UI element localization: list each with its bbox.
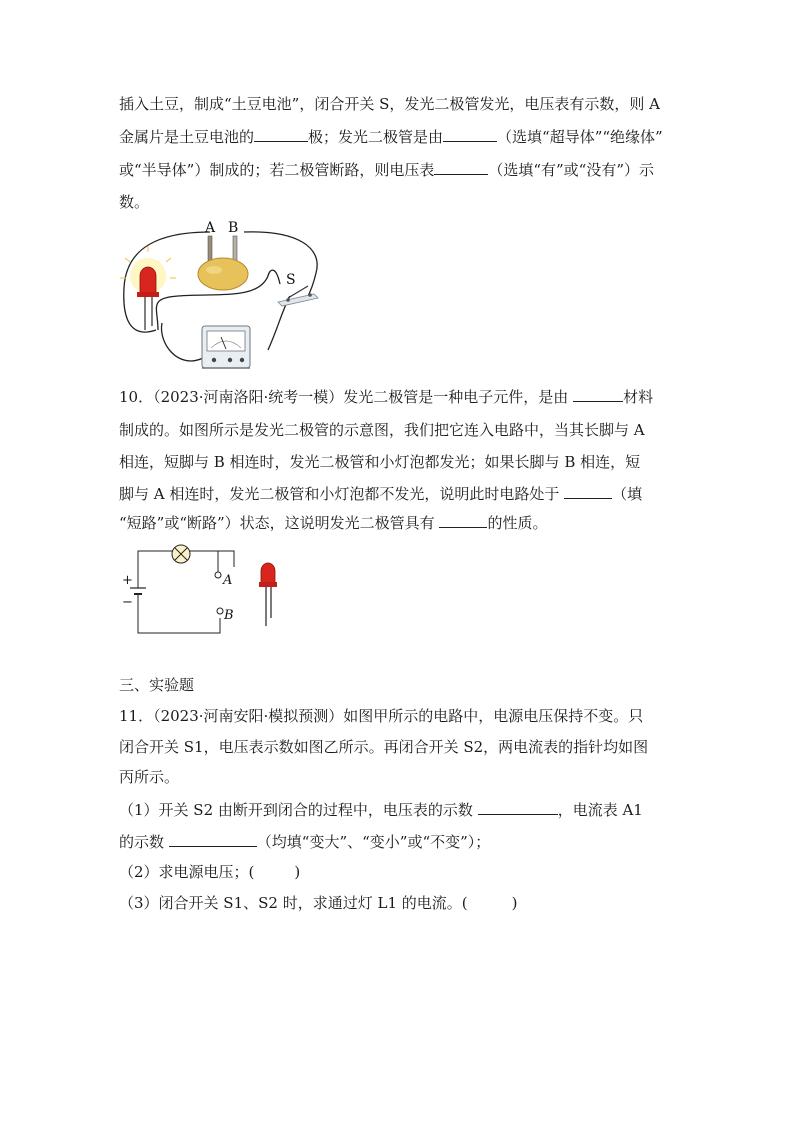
answer-blank[interactable] bbox=[478, 800, 558, 815]
led-body bbox=[261, 563, 275, 584]
q11-part-2-a: （2）求电源电压；( bbox=[119, 863, 255, 881]
q11-part-2 bbox=[119, 862, 300, 882]
q9-line-2-b: 极；发光二极管是由 bbox=[308, 128, 444, 146]
q10-line-2: 制成的。如图所示是发光二极管的示意图，我们把它连入电路中，当其长脚与 A bbox=[119, 421, 645, 439]
answer-blank[interactable] bbox=[169, 832, 257, 847]
q9-line-2-c: （选填“超导体”“绝缘体” bbox=[497, 128, 663, 146]
q9-line-4: 数。 bbox=[119, 193, 150, 211]
led-rim bbox=[259, 582, 277, 587]
q9-line-3-b: （选填“有”或“没有”）示 bbox=[488, 161, 655, 179]
q10-line-5 bbox=[119, 513, 547, 533]
section-heading: 三、实验题 bbox=[119, 676, 195, 694]
q11-part-3-a: （3）闭合开关 S1、S2 时，求通过灯 L1 的电流。( bbox=[119, 894, 468, 912]
q11-part-1-a: （1）开关 S2 由断开到闭合的过程中，电压表的示数 bbox=[119, 801, 473, 819]
terminal-b bbox=[217, 608, 223, 614]
q9-line-3-a: 或“半导体”）制成的；若二极管断路，则电压表 bbox=[119, 161, 435, 179]
answer-blank[interactable] bbox=[443, 127, 497, 142]
label-s: S bbox=[286, 272, 296, 288]
q10-line-4-a: 脚与 A 相连时，发光二极管和小灯泡都不发光，说明此时电路处于 bbox=[119, 485, 560, 503]
q11-part-1-d: （均填“变大”、“变小”或“不变”）； bbox=[256, 833, 491, 851]
wire bbox=[161, 323, 203, 361]
q9-line-2 bbox=[119, 127, 663, 147]
q11-part-3 bbox=[119, 893, 517, 913]
voltmeter-terminal bbox=[240, 358, 244, 362]
terminal-a-label: A bbox=[223, 573, 233, 588]
led-circuit-figure bbox=[118, 544, 308, 640]
led-rim bbox=[137, 292, 159, 297]
switch-terminal bbox=[308, 293, 312, 297]
voltmeter-terminal bbox=[212, 358, 216, 362]
q9-line-3 bbox=[119, 160, 654, 180]
q11-part-3-b: ) bbox=[511, 894, 518, 912]
q10-line-1-a: 10．（2023·河南洛阳·统考一模）发光二极管是一种电子元件，是由 bbox=[119, 388, 569, 406]
terminal-b-label: B bbox=[224, 608, 234, 623]
metal-plate-b bbox=[233, 236, 237, 262]
q10-line-1 bbox=[119, 387, 653, 407]
q11-part-1-c: 的示数 bbox=[119, 833, 165, 851]
q10-line-5-b: 的性质。 bbox=[487, 514, 548, 532]
q9-line-2-a: 金属片是土豆电池的 bbox=[119, 128, 255, 146]
q11-part-1-line-2 bbox=[119, 832, 490, 852]
q11-line-2: 闭合开关 S1，电压表示数如图乙所示。再闭合开关 S2，两电流表的指针均如图 bbox=[119, 738, 649, 756]
q10-line-4 bbox=[119, 484, 642, 504]
potato-highlight bbox=[206, 266, 222, 274]
answer-blank[interactable] bbox=[254, 127, 308, 142]
q11-part-2-b: ) bbox=[294, 863, 301, 881]
answer-blank[interactable] bbox=[564, 484, 612, 499]
voltmeter-terminal bbox=[228, 358, 232, 362]
wire bbox=[138, 551, 166, 588]
wire bbox=[138, 604, 220, 633]
potato bbox=[198, 258, 248, 290]
battery-minus: − bbox=[122, 595, 133, 610]
wire bbox=[244, 232, 317, 300]
metal-plate-a bbox=[208, 236, 212, 262]
q10-line-5-a: “短路”或“断路”）状态，这说明发光二极管具有 bbox=[119, 514, 435, 532]
led-body bbox=[140, 267, 156, 294]
q11-part-1-line-1 bbox=[119, 800, 643, 820]
terminal-a bbox=[215, 572, 221, 578]
label-b: B bbox=[228, 220, 239, 236]
wire bbox=[218, 551, 234, 567]
q10-line-3: 相连，短脚与 B 相连时，发光二极管和小灯泡都发光；如果长脚与 B 相连，短 bbox=[119, 453, 641, 471]
battery-plus: + bbox=[122, 573, 133, 588]
q11-line-1: 11．（2023·河南安阳·模拟预测）如图甲所示的电路中，电源电压保持不变。只 bbox=[119, 707, 644, 725]
answer-blank[interactable] bbox=[439, 513, 487, 528]
switch-base bbox=[278, 294, 318, 306]
answer-blank[interactable] bbox=[434, 160, 488, 175]
q10-line-4-b: （填 bbox=[612, 485, 643, 503]
potato-battery-figure bbox=[118, 218, 328, 378]
q10-line-1-b: 材料 bbox=[623, 388, 654, 406]
q11-line-3: 丙所示。 bbox=[119, 768, 180, 786]
answer-blank[interactable] bbox=[573, 387, 623, 402]
switch-terminal bbox=[286, 298, 290, 302]
q11-part-1-b: ，电流表 A1 bbox=[557, 801, 643, 819]
label-a: A bbox=[205, 220, 216, 236]
q9-line-1: 插入土豆，制成“土豆电池”，闭合开关 S，发光二极管发光，电压表有示数，则 A bbox=[119, 95, 660, 113]
